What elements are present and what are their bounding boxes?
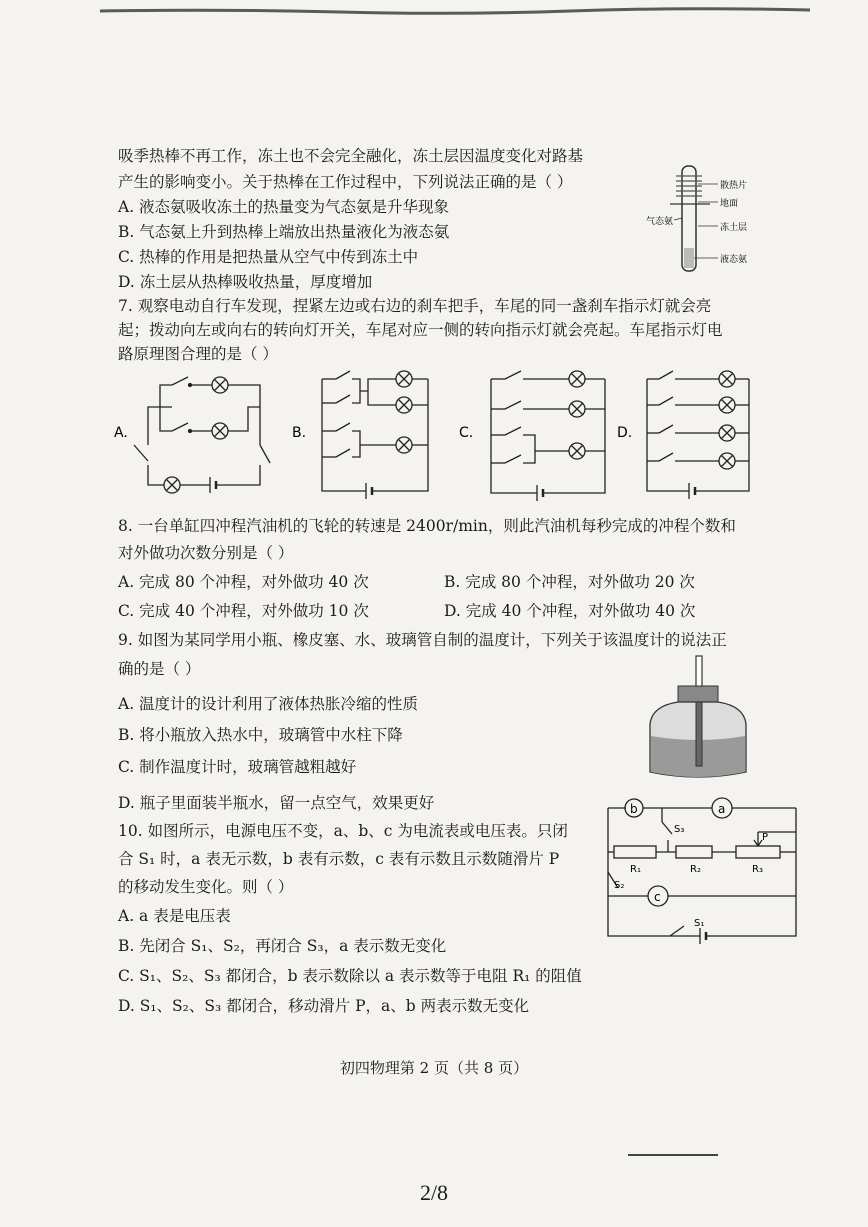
q6-option-c: C. 热棒的作用是把热量从空气中传到冻土中: [118, 248, 419, 266]
meter-a-label: a: [718, 802, 726, 816]
circuit-a-letter: A.: [114, 425, 128, 441]
q10-option-c: C. S₁、S₂、S₃ 都闭合，b 表示数除以 a 表示数等于电阻 R₁ 的阻值: [118, 967, 582, 985]
scan-edge: [100, 6, 810, 16]
label-fins: 散热片: [720, 181, 748, 191]
heat-pipe-figure: [646, 158, 770, 278]
circuit-option-b: [288, 365, 438, 505]
bottle-thermometer-figure: [638, 654, 758, 784]
q6-text-line-2: 产生的影响变小。关于热棒在工作过程中，下列说法正确的是（ ）: [118, 173, 573, 191]
q9-option-d: D. 瓶子里面装半瓶水，留一点空气，效果更好: [118, 794, 435, 812]
q8-text-line-1: 8. 一台单缸四冲程汽油机的飞轮的转速是 2400r/min，则此汽油机每秒完成的冲程个数和: [118, 517, 736, 535]
circuit-option-c: [455, 365, 615, 505]
q9-text-line-2: 确的是（ ）: [118, 660, 201, 678]
meter-b-label: b: [630, 802, 638, 816]
q10-text-line-3: 的移动发生变化。则（ ）: [118, 878, 294, 896]
circuit-option-d: [613, 365, 763, 505]
slider-p-label: P: [762, 832, 769, 843]
q10-text-line-2: 合 S₁ 时，a 表无示数，b 表有示数，c 表有示数且示数随滑片 P: [118, 850, 560, 868]
resistor-r3-label: R₃: [752, 864, 763, 875]
q7-text-line-1: 7. 观察电动自行车发现，捏紧左边或右边的刹车把手，车尾的同一盏刹车指示灯就会亮: [118, 297, 712, 315]
label-liquid-ammonia: 液态氨: [720, 255, 748, 265]
meter-c-label: c: [654, 890, 661, 904]
q8-option-c: C. 完成 40 个冲程，对外做功 10 次: [118, 602, 369, 620]
circuit-c-letter: C.: [459, 425, 474, 441]
q6-text-line-1: 吸季热棒不再工作，冻土也不会完全融化，冻土层因温度变化对路基: [118, 147, 584, 165]
q10-option-a: A. a 表是电压表: [118, 907, 231, 925]
q7-text-line-3: 路原理图合理的是（ ）: [118, 345, 278, 363]
q10-text-line-1: 10. 如图所示，电源电压不变，a、b、c 为电流表或电压表。只闭: [118, 822, 568, 840]
q7-text-line-2: 起；拨动向左或向右的转向灯开关，车尾对应一侧的转向指示灯就会亮起。车尾指示灯电: [118, 321, 723, 339]
page-number: 2/8: [419, 1180, 449, 1205]
switch-s1-label: S₁: [694, 918, 705, 929]
circuit-b-letter: B.: [292, 425, 307, 441]
label-frozen-soil: 冻土层: [720, 223, 748, 233]
q8-option-a: A. 完成 80 个冲程，对外做功 40 次: [118, 573, 369, 591]
q8-option-b: B. 完成 80 个冲程，对外做功 20 次: [444, 573, 695, 591]
q9-option-c: C. 制作温度计时，玻璃管越粗越好: [118, 758, 357, 776]
resistor-r1-label: R₁: [630, 864, 641, 875]
page-footer: 初四物理第 2 页（共 8 页）: [339, 1059, 529, 1077]
q8-text-line-2: 对外做功次数分别是（ ）: [118, 544, 294, 562]
q10-option-d: D. S₁、S₂、S₃ 都闭合，移动滑片 P，a、b 两表示数无变化: [118, 997, 530, 1015]
q9-option-b: B. 将小瓶放入热水中，玻璃管中水柱下降: [118, 726, 403, 744]
q9-option-a: A. 温度计的设计利用了液体热胀冷缩的性质: [118, 695, 419, 713]
scan-mark: [628, 1152, 718, 1158]
q10-option-b: B. 先闭合 S₁、S₂，再闭合 S₃，a 表示数无变化: [118, 937, 447, 955]
label-ground: 地面: [720, 199, 739, 209]
resistor-r2-label: R₂: [690, 864, 701, 875]
q6-option-a: A. 液态氨吸收冻土的热量变为气态氨是升华现象: [118, 198, 450, 216]
label-gas-ammonia: 气态氨: [646, 217, 674, 227]
q9-text-line-1: 9. 如图为某同学用小瓶、橡皮塞、水、玻璃管自制的温度计，下列关于该温度计的说法正: [118, 631, 727, 649]
q6-option-b: B. 气态氨上升到热棒上端放出热量液化为液态氨: [118, 223, 450, 241]
switch-s3-label: S₃: [674, 824, 685, 835]
q6-option-d: D. 冻土层从热棒吸收热量，厚度增加: [118, 273, 373, 291]
switch-s2-label: S₂: [614, 880, 625, 891]
meter-circuit-figure: [600, 796, 810, 946]
q8-option-d: D. 完成 40 个冲程，对外做功 40 次: [444, 602, 696, 620]
circuit-option-a: [110, 365, 280, 505]
circuit-d-letter: D.: [617, 425, 633, 441]
